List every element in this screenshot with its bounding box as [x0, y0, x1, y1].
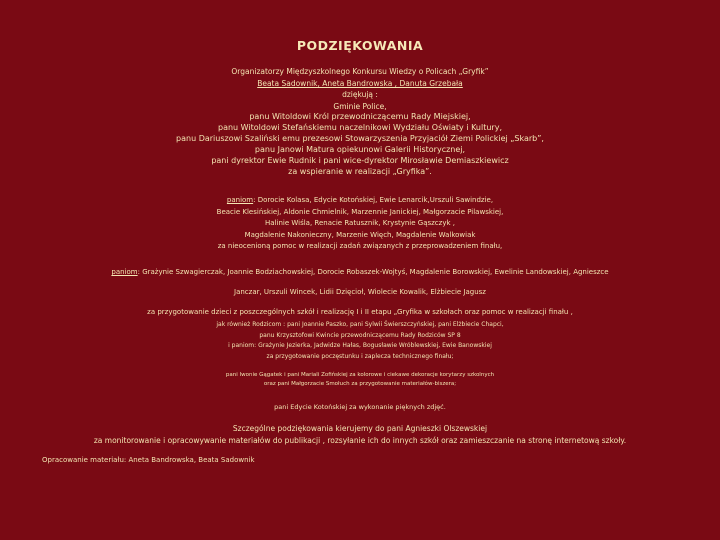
decor-line: oraz pani Małgorzacie Smołuch za przygotowanie materiałów-biszera;	[263, 381, 457, 387]
officials-line: panu Janowi Matura opiekunowi Galerii Historycznej,	[254, 145, 466, 154]
paniom-line: Halinie Wiśla, Renacie Ratusznik, Krystynie Gąszczyk ,	[265, 219, 455, 227]
officials-line: panu Witoldowi Stefańskiemu naczelnikowi Wydziału Oświaty i Kultury,	[217, 123, 502, 132]
parents-line: i paniom: Grażynie Jezierka, Jadwidze Hałas, Bogusławie Wróblewskiej, Ewie Banowskiej	[228, 342, 492, 349]
parents-section	[20, 320, 700, 362]
intro-line: Gminie Police,	[333, 101, 387, 111]
special-thanks-line: Szczególne podziękowania kierujemy do pani Agnieszki Olszewskiej	[232, 424, 488, 433]
paniom-section	[20, 195, 700, 253]
decor-line: pani Iwonie Gągatek i pani Mariali Zofińskiej za kolorowe i ciekawe dekoracje korytarzy szkolnych	[225, 372, 495, 378]
paniom2-line: Janczar, Urszuli Wincek, Lidii Dzięcioł, Wiolecie Kowalik, Elżbiecie Jagusz	[234, 288, 486, 296]
paniom2-line: za przygotowanie dzieci z poszczególnych szkół i realizację I i II etapu „Gryfika w szkołach oraz pomoc w realizacji finału ,	[147, 308, 573, 316]
paniom-line: Magdalenie Nakonieczny, Marzenie Więch, Magdalenie Walkowiak	[244, 230, 476, 239]
special-thanks-line: za monitorowanie i opracowywanie materiałów do publikacji , rozsyłanie ich do innych szkół oraz zamieszczanie na stronę internetową szkoły.	[93, 435, 627, 445]
intro-line: dziękują :	[342, 90, 378, 99]
officials-line: panu Witoldowi Król przewodniczącemu Rady Miejskiej,	[249, 112, 471, 121]
photos-thanks	[20, 402, 700, 412]
organizers-names: Beata Sadownik, Aneta Bandrowska , Danuta Grzebała	[257, 78, 463, 88]
officials-line: za wspieranie w realizacji „Gryfika”.	[288, 167, 432, 176]
paniom-section-2	[20, 262, 700, 322]
page-title: PODZIĘKOWANIA	[296, 38, 424, 53]
paniom-line: za nieocenioną pomoc w realizacji zadań związanych z przeprowadzeniem finału,	[217, 242, 503, 250]
parents-line: za przygotowanie poczęstunku i zaplecza technicznego finału;	[266, 352, 454, 360]
photos-line: pani Edycie Kotońskiej za wykonanie pięknych zdjęć.	[274, 403, 446, 411]
parents-line: jak również Rodzicom : pani Joannie Paszko, pani Sylwii Świerszczyńskiej, pani Elżbiecie Chapci,	[216, 321, 504, 328]
parents-line: panu Krzysztofowi Kwincie przewodniczącemu Rady Rodziców SP 8	[259, 331, 461, 339]
paniom2-line: paniom: Grażynie Szwagierczak, Joannie Bodziachowskiej, Dorocie Robaszek-Wojtyś, Magdalenie Borowskiej, Ewelinie Landowskiej, Agnieszce	[111, 268, 609, 276]
decor-section	[20, 371, 700, 389]
officials-thanks-block	[20, 111, 700, 177]
footer-credits: Opracowanie materiału: Aneta Bandrowska, Beata Sadownik	[42, 456, 255, 464]
intro-block	[20, 66, 700, 112]
intro-line: Organizatorzy Międzyszkolnego Konkursu Wiedzy o Policach „Gryfik”	[231, 67, 489, 76]
officials-line: panu Dariuszowi Szaliński emu prezesowi Stowarzyszenia Przyjaciół Ziemi Polickiej „Skarb”,	[176, 134, 544, 143]
special-thanks-block	[20, 423, 700, 446]
paniom-line: Beacie Klesińskiej, Aldonie Chmielnik, Marzennie Janickiej, Małgorzacie Pilawskiej,	[216, 207, 504, 216]
paniom-line: paniom: Dorocie Kolasa, Edycie Kotońskiej, Ewie Lenarcik,Urszuli Sawindzie,	[226, 196, 494, 204]
officials-line: pani dyrektor Ewie Rudnik i pani wice-dyrektor Mirosławie Demiaszkiewicz	[211, 156, 509, 165]
